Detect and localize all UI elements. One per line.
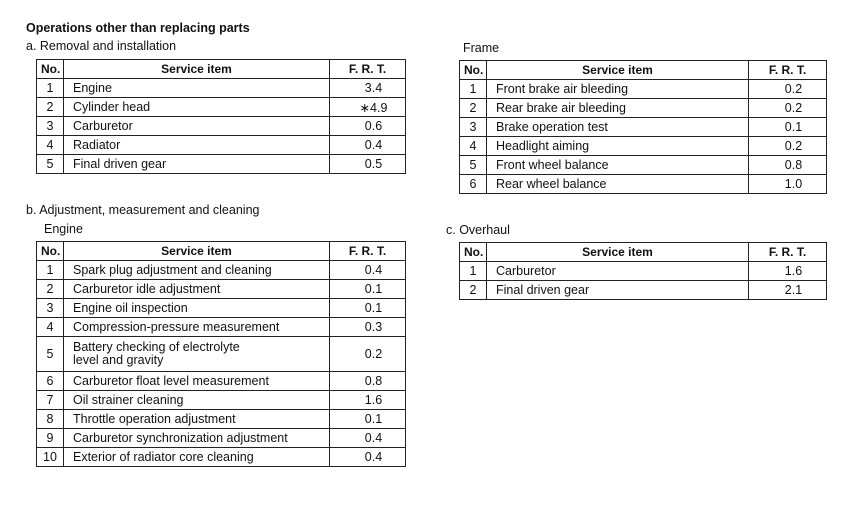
col-header-frt: F. R. T.: [749, 243, 827, 262]
row-frt: 0.2: [330, 337, 406, 372]
row-service-item: Carburetor: [487, 262, 749, 281]
table-row: [37, 155, 406, 174]
table-header-row: [37, 242, 406, 261]
row-no: 1: [460, 262, 487, 281]
row-service-item: Throttle operation adjustment: [64, 410, 330, 429]
frame-table: [459, 60, 827, 194]
row-service-item: [64, 337, 330, 372]
row-no: 9: [37, 429, 64, 448]
col-header-no: No.: [460, 61, 487, 80]
row-service-item: Spark plug adjustment and cleaning: [64, 261, 330, 280]
row-service-item: Exterior of radiator core cleaning: [64, 448, 330, 467]
row-no: 4: [460, 137, 487, 156]
engine-adjustment-table: [36, 241, 406, 467]
row-frt: 0.1: [330, 280, 406, 299]
row-frt: 0.8: [330, 372, 406, 391]
row-service-item: Final driven gear: [64, 155, 330, 174]
col-header-frt: F. R. T.: [330, 60, 406, 79]
row-frt: 1.0: [749, 175, 827, 194]
row-service-item: Compression-pressure measurement: [64, 318, 330, 337]
row-service-item: Carburetor synchronization adjustment: [64, 429, 330, 448]
row-frt: 0.4: [330, 261, 406, 280]
row-service-item: Final driven gear: [487, 281, 749, 300]
row-service-item: Rear wheel balance: [487, 175, 749, 194]
row-no: 3: [460, 118, 487, 137]
section-c-label: c. Overhaul: [446, 223, 510, 237]
row-service-item: Radiator: [64, 136, 330, 155]
section-b-label: b. Adjustment, measurement and cleaning: [26, 203, 260, 217]
col-header-no: No.: [37, 242, 64, 261]
table-row: [37, 117, 406, 136]
row-frt: 0.3: [330, 318, 406, 337]
row-no: 5: [37, 155, 64, 174]
row-no: 1: [37, 261, 64, 280]
table-row: [37, 98, 406, 117]
col-header-frt: F. R. T.: [749, 61, 827, 80]
table-row: [37, 79, 406, 98]
col-header-service-item: Service item: [487, 243, 749, 262]
row-service-item: Rear brake air bleeding: [487, 99, 749, 118]
row-no: 3: [37, 117, 64, 136]
table-row: [37, 391, 406, 410]
table-row: [37, 372, 406, 391]
section-a-label: a. Removal and installation: [26, 39, 177, 53]
row-service-item: Front wheel balance: [487, 156, 749, 175]
row-frt: 1.6: [330, 391, 406, 410]
row-no: 5: [37, 337, 64, 372]
row-no: 5: [460, 156, 487, 175]
table-row: [37, 337, 406, 372]
row-no: 6: [37, 372, 64, 391]
row-no: 10: [37, 448, 64, 467]
table-header-row: [37, 60, 406, 79]
row-service-item: Engine oil inspection: [64, 299, 330, 318]
col-header-service-item: Service item: [487, 61, 749, 80]
row-service-item: Carburetor: [64, 117, 330, 136]
overhaul-table: [459, 242, 827, 300]
row-service-item: Front brake air bleeding: [487, 80, 749, 99]
row-no: 7: [37, 391, 64, 410]
row-frt: 2.1: [749, 281, 827, 300]
table-row: [460, 80, 827, 99]
row-no: 3: [37, 299, 64, 318]
col-header-no: No.: [37, 60, 64, 79]
table-row: [37, 318, 406, 337]
row-service-item: Headlight aiming: [487, 137, 749, 156]
row-frt: 0.1: [749, 118, 827, 137]
engine-sublabel: Engine: [44, 222, 83, 236]
row-no: 6: [460, 175, 487, 194]
col-header-service-item: Service item: [64, 242, 330, 261]
row-no: 4: [37, 136, 64, 155]
removal-installation-table: [36, 59, 406, 174]
row-frt: 1.6: [749, 262, 827, 281]
table-header-row: [460, 61, 827, 80]
col-header-frt: F. R. T.: [330, 242, 406, 261]
row-frt: 0.5: [330, 155, 406, 174]
row-no: 4: [37, 318, 64, 337]
table-row: [37, 448, 406, 467]
row-no: 2: [460, 281, 487, 300]
row-frt: 0.4: [330, 136, 406, 155]
table-row: [37, 410, 406, 429]
row-frt: 0.1: [330, 410, 406, 429]
table-row: [460, 175, 827, 194]
table-row: [37, 280, 406, 299]
row-frt: 0.2: [749, 99, 827, 118]
col-header-service-item: Service item: [64, 60, 330, 79]
row-frt: 0.4: [330, 448, 406, 467]
row-service-item: Engine: [64, 79, 330, 98]
row-service-item-line1: Battery checking of electrolyte: [73, 340, 240, 354]
row-frt: 0.1: [330, 299, 406, 318]
row-frt: 0.4: [330, 429, 406, 448]
row-service-item-line2: level and gravity: [73, 353, 164, 367]
row-service-item: Cylinder head: [64, 98, 330, 117]
row-no: 2: [460, 99, 487, 118]
row-frt: 0.8: [749, 156, 827, 175]
row-frt: 0.6: [330, 117, 406, 136]
row-no: 2: [37, 280, 64, 299]
frame-label: Frame: [463, 41, 500, 55]
row-no: 2: [37, 98, 64, 117]
table-row: [460, 99, 827, 118]
table-row: [37, 429, 406, 448]
table-row: [460, 137, 827, 156]
row-service-item: Oil strainer cleaning: [64, 391, 330, 410]
table-row: [460, 156, 827, 175]
row-no: 1: [37, 79, 64, 98]
row-service-item: Carburetor idle adjustment: [64, 280, 330, 299]
row-frt: 3.4: [330, 79, 406, 98]
row-frt: ∗4.9: [330, 98, 406, 117]
row-no: 1: [460, 80, 487, 99]
table-row: [37, 261, 406, 280]
row-frt: 0.2: [749, 80, 827, 99]
table-header-row: [460, 243, 827, 262]
table-row: [460, 118, 827, 137]
row-service-item: Carburetor float level measurement: [64, 372, 330, 391]
table-row: [460, 262, 827, 281]
col-header-no: No.: [460, 243, 487, 262]
table-row: [37, 299, 406, 318]
row-service-item: Brake operation test: [487, 118, 749, 137]
table-row: [37, 136, 406, 155]
page-heading: Operations other than replacing parts: [26, 21, 250, 35]
row-frt: 0.2: [749, 137, 827, 156]
row-no: 8: [37, 410, 64, 429]
table-row: [460, 281, 827, 300]
